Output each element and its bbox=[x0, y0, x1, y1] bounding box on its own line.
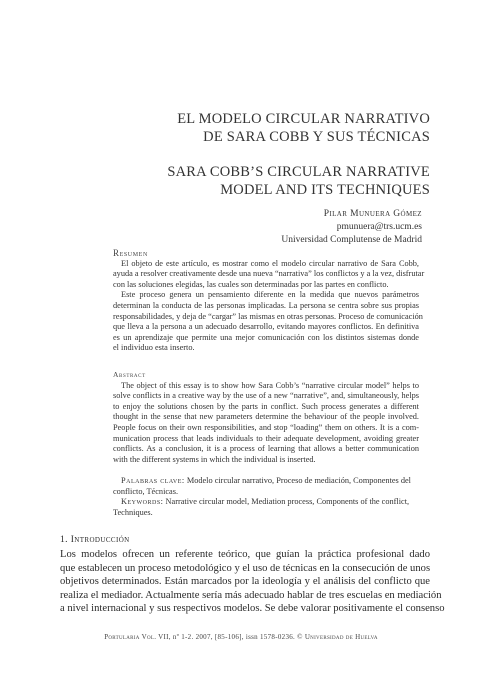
text-line: thought in the sense that new parameters determine the behaviour of the people involved. bbox=[113, 412, 419, 422]
keywords-english-label: Keywords: bbox=[121, 497, 164, 507]
title-english-line: SARA COBB’S CIRCULAR NARRATIVE bbox=[167, 164, 430, 180]
text-line: responsabilidades, y deja de “cargar” las mismas en otras personas. Proceso de comunicación bbox=[113, 311, 423, 321]
footer-journal: Portularia Vol. VII, bbox=[104, 633, 171, 641]
text-line: con las soluciones elegidas, las cuales son determinadas por las partes en conflicto. bbox=[113, 279, 389, 289]
title-spanish-line: DE SARA COBB Y SUS TÉCNICAS bbox=[203, 129, 430, 145]
text-line: The object of this essay is to show how Sara Cobb’s “narrative circular model” helps to bbox=[121, 380, 419, 390]
title-english-line: MODEL AND ITS TECHNIQUES bbox=[220, 182, 430, 198]
text-line: el individuo esta inserto. bbox=[113, 343, 195, 353]
text-line: conflicts. As a conclusion, it is a process of learning that allows a better communication bbox=[113, 444, 419, 454]
text-line: El objeto de este artículo, es mostrar como el modelo circular narrativo de Sara Cobb, bbox=[121, 258, 419, 268]
author-name: Pilar Munuera Gómez bbox=[323, 209, 422, 219]
text-line: munication process that leads individuals to their adequate development, avoiding greater bbox=[113, 433, 419, 443]
author-block bbox=[281, 208, 422, 247]
author-affiliation: Universidad Complutense de Madrid bbox=[281, 235, 422, 245]
keywords-spanish-label: Palabras clave: bbox=[121, 476, 185, 485]
author-email: pmunuera@trs.ucm.es bbox=[336, 222, 422, 232]
body-line: que establecen un proceso metodológico y el uso de técnicas en la consecución de unos bbox=[60, 562, 431, 574]
section-heading: 1. Introducción bbox=[60, 535, 130, 545]
text-line: to enjoy the solutions chosen by the parts in conflict. Such process generates a different bbox=[113, 401, 419, 411]
abstract-block bbox=[113, 370, 419, 465]
resumen-paragraph bbox=[113, 258, 425, 291]
page-footer bbox=[0, 633, 482, 641]
text-line: determinan la conducta de las personas implicadas. La persona se centra sobre sus propias bbox=[113, 300, 419, 310]
footer-issue: nº 1-2. 2007, [85-106], issn 1578-0236. © bbox=[172, 633, 303, 641]
body-line: a nivel internacional y sus respectivos modelos. Se debe valorar positivamente el consenso bbox=[60, 603, 445, 615]
body-line: objetivos determinados. Están marcados por la ideología y el análisis del conflicto que bbox=[60, 576, 430, 588]
text-line: es un aprendizaje que permite una mejor comunicación con los distintos sistemas donde bbox=[113, 332, 419, 342]
introduction-section bbox=[60, 534, 445, 615]
title-english bbox=[60, 163, 430, 199]
keywords-english bbox=[113, 497, 419, 508]
keywords-spanish-text: Modelo circular narrativo, Proceso de mediación, Componentes del bbox=[186, 476, 411, 485]
resumen-heading: Resumen bbox=[113, 248, 148, 258]
body-line: realiza el mediador. Actualmente sería más adecuado hablar de tres escuelas en mediación bbox=[60, 589, 442, 601]
text-line: ayuda a resolver creativamente desde una nueva “narrativa” los conflictos y a la vez, disfrutar bbox=[113, 269, 425, 279]
keywords-english-cont: Techniques. bbox=[113, 507, 153, 517]
abstract-paragraph bbox=[113, 381, 419, 466]
abstract-heading: Abstract bbox=[113, 370, 146, 379]
keywords-english-text: Narrative circular model, Mediation process, Components of the conflict, bbox=[165, 497, 410, 507]
footer-publisher: Universidad de Huelva bbox=[304, 633, 378, 641]
title-spanish-line: EL MODELO CIRCULAR NARRATIVO bbox=[177, 111, 430, 127]
text-line: que lleva a la persona a un adecuado desarrollo, evitando mayores conflictos. En definitiva bbox=[113, 322, 419, 332]
body-line: Los modelos ofrecen un referente teórico, que guían la práctica profesional dado bbox=[60, 549, 430, 561]
text-line: solve conflicts in a creative way by the use of a new “narrative”, and, simultaneously, helps bbox=[113, 391, 419, 401]
keywords-block bbox=[113, 476, 419, 518]
text-line: with the different systems in which the individual is inserted. bbox=[113, 454, 316, 464]
keywords-spanish-cont: conflicto, Técnicas. bbox=[113, 486, 179, 496]
text-line: Este proceso genera un pensamiento diferente en la medida que nuevos parámetros bbox=[121, 290, 419, 300]
text-line: People focus on their own responsibilities, and stop “loading” them on others. It is a com- bbox=[113, 422, 419, 432]
resumen-paragraph bbox=[113, 290, 423, 354]
title-spanish bbox=[60, 110, 430, 146]
resumen-block bbox=[113, 248, 425, 354]
keywords-spanish bbox=[113, 476, 419, 487]
